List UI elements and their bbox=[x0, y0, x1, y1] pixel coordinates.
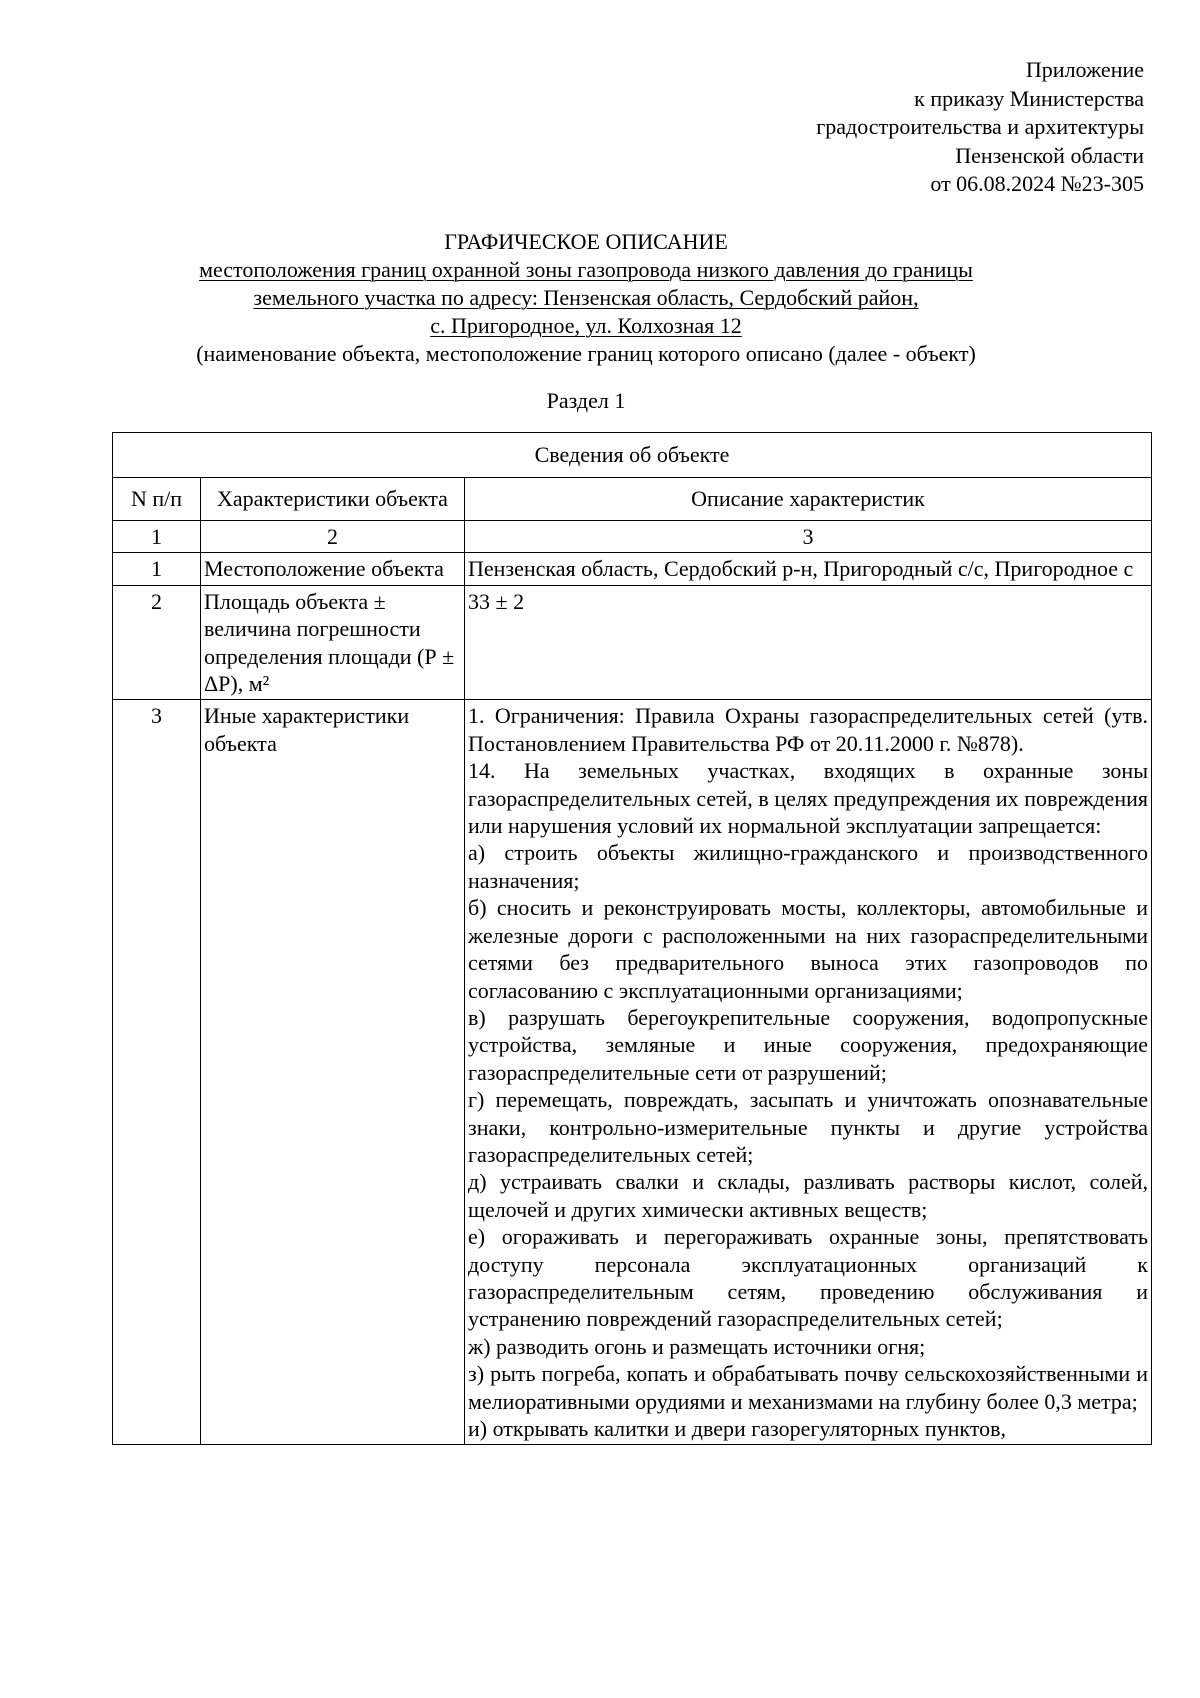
column-index-row bbox=[113, 521, 1152, 553]
row-characteristic: Местоположение объекта bbox=[201, 553, 465, 585]
column-header-characteristics: Характеристики объекта bbox=[201, 478, 465, 521]
restriction-paragraph: б) сносить и реконструировать мосты, коллекторы, автомобильные и железные дороги с расположенными на них газораспределительными сетями без предварительного выноса этих газопроводов по согласованию с эксплуатационными организациями; bbox=[468, 895, 1148, 1003]
object-name-line: земельного участка по адресу: Пензенская область, Сердобский район, bbox=[253, 285, 919, 310]
object-info-table bbox=[112, 432, 1152, 1445]
row-description bbox=[465, 700, 1152, 1445]
table-header-row bbox=[113, 433, 1152, 478]
restriction-paragraph: г) перемещать, повреждать, засыпать и уничтожать опознавательные знаки, контрольно-измерительные пункты и другие устройства газораспределительных сетей; bbox=[468, 1087, 1148, 1167]
section-title: Раздел 1 bbox=[546, 388, 626, 413]
row-number: 2 bbox=[113, 585, 201, 700]
table-row bbox=[113, 553, 1152, 585]
table-header: Сведения об объекте bbox=[113, 433, 1152, 478]
object-name-line: местоположения границ охранной зоны газопровода низкого давления до границы bbox=[199, 257, 973, 282]
column-header-row bbox=[113, 478, 1152, 521]
appendix-line: градостроительства и архитектуры bbox=[816, 114, 1144, 139]
object-caption: (наименование объекта, местоположение границ которого описано (далее - объект) bbox=[196, 341, 976, 366]
column-index: 1 bbox=[113, 521, 201, 553]
restriction-paragraph: з) рыть погреба, копать и обрабатывать почву сельскохозяйственными и мелиоративными орудиями и механизмами на глубину более 0,3 метра; bbox=[468, 1361, 1148, 1414]
row-number: 1 bbox=[113, 553, 201, 585]
appendix-block bbox=[544, 56, 1144, 199]
column-index: 2 bbox=[201, 521, 465, 553]
object-name-line: с. Пригородное, ул. Колхозная 12 bbox=[430, 313, 742, 338]
restriction-paragraph: в) разрушать берегоукрепительные сооружения, водопропускные устройства, земляные и иные сооружения, предохраняющие газораспределительные сети от разрушений; bbox=[468, 1004, 1148, 1085]
appendix-line: к приказу Министерства bbox=[914, 85, 1144, 111]
table-row bbox=[113, 585, 1152, 700]
appendix-line: Приложение bbox=[1025, 57, 1144, 82]
row-description: 33 ± 2 bbox=[465, 585, 1152, 700]
restriction-paragraph: ж) разводить огонь и размещать источники огня; bbox=[468, 1333, 926, 1359]
table-row bbox=[113, 700, 1152, 1445]
document-title-block bbox=[112, 228, 1060, 368]
restriction-paragraph: а) строить объекты жилищно-гражданского и производственного назначения; bbox=[468, 840, 1148, 893]
restriction-paragraph: 1. Ограничения: Правила Охраны газораспределительных сетей (утв. Постановлением Правительства РФ от 20.11.2000 г. №878). bbox=[468, 703, 1148, 756]
column-header-description: Описание характеристик bbox=[465, 478, 1152, 521]
document-heading: ГРАФИЧЕСКОЕ ОПИСАНИЕ bbox=[444, 229, 728, 254]
row-description: Пензенская область, Сердобский р-н, Пригородный с/с, Пригородное с bbox=[465, 553, 1152, 585]
appendix-line: от 06.08.2024 №23-305 bbox=[930, 171, 1144, 196]
row-characteristic: Площадь объекта ± величина погрешности определения площади (Р ± ΔР), м² bbox=[201, 585, 465, 700]
restriction-paragraph: д) устраивать свалки и склады, разливать растворы кислот, солей, щелочей и других химически активных веществ; bbox=[468, 1169, 1148, 1222]
restriction-paragraph: 14. На земельных участках, входящих в охранные зоны газораспределительных сетей, в целях предупреждения их повреждения или нарушения условий их нормальной эксплуатации запрещается: bbox=[468, 758, 1148, 839]
row-number: 3 bbox=[113, 700, 201, 1445]
restriction-paragraph: и) открывать калитки и двери газорегуляторных пунктов, bbox=[468, 1416, 1007, 1441]
column-header-num: N п/п bbox=[113, 478, 201, 521]
row-characteristic: Иные характеристики объекта bbox=[201, 700, 465, 1445]
restriction-paragraph: е) огораживать и перегораживать охранные зоны, препятствовать доступу персонала эксплуатационных организаций к газораспределительным сетям, проведению обслуживания и устранению повреждений газораспределительных сетей; bbox=[468, 1224, 1148, 1332]
column-index: 3 bbox=[465, 521, 1152, 553]
appendix-line: Пензенской области bbox=[955, 142, 1144, 168]
